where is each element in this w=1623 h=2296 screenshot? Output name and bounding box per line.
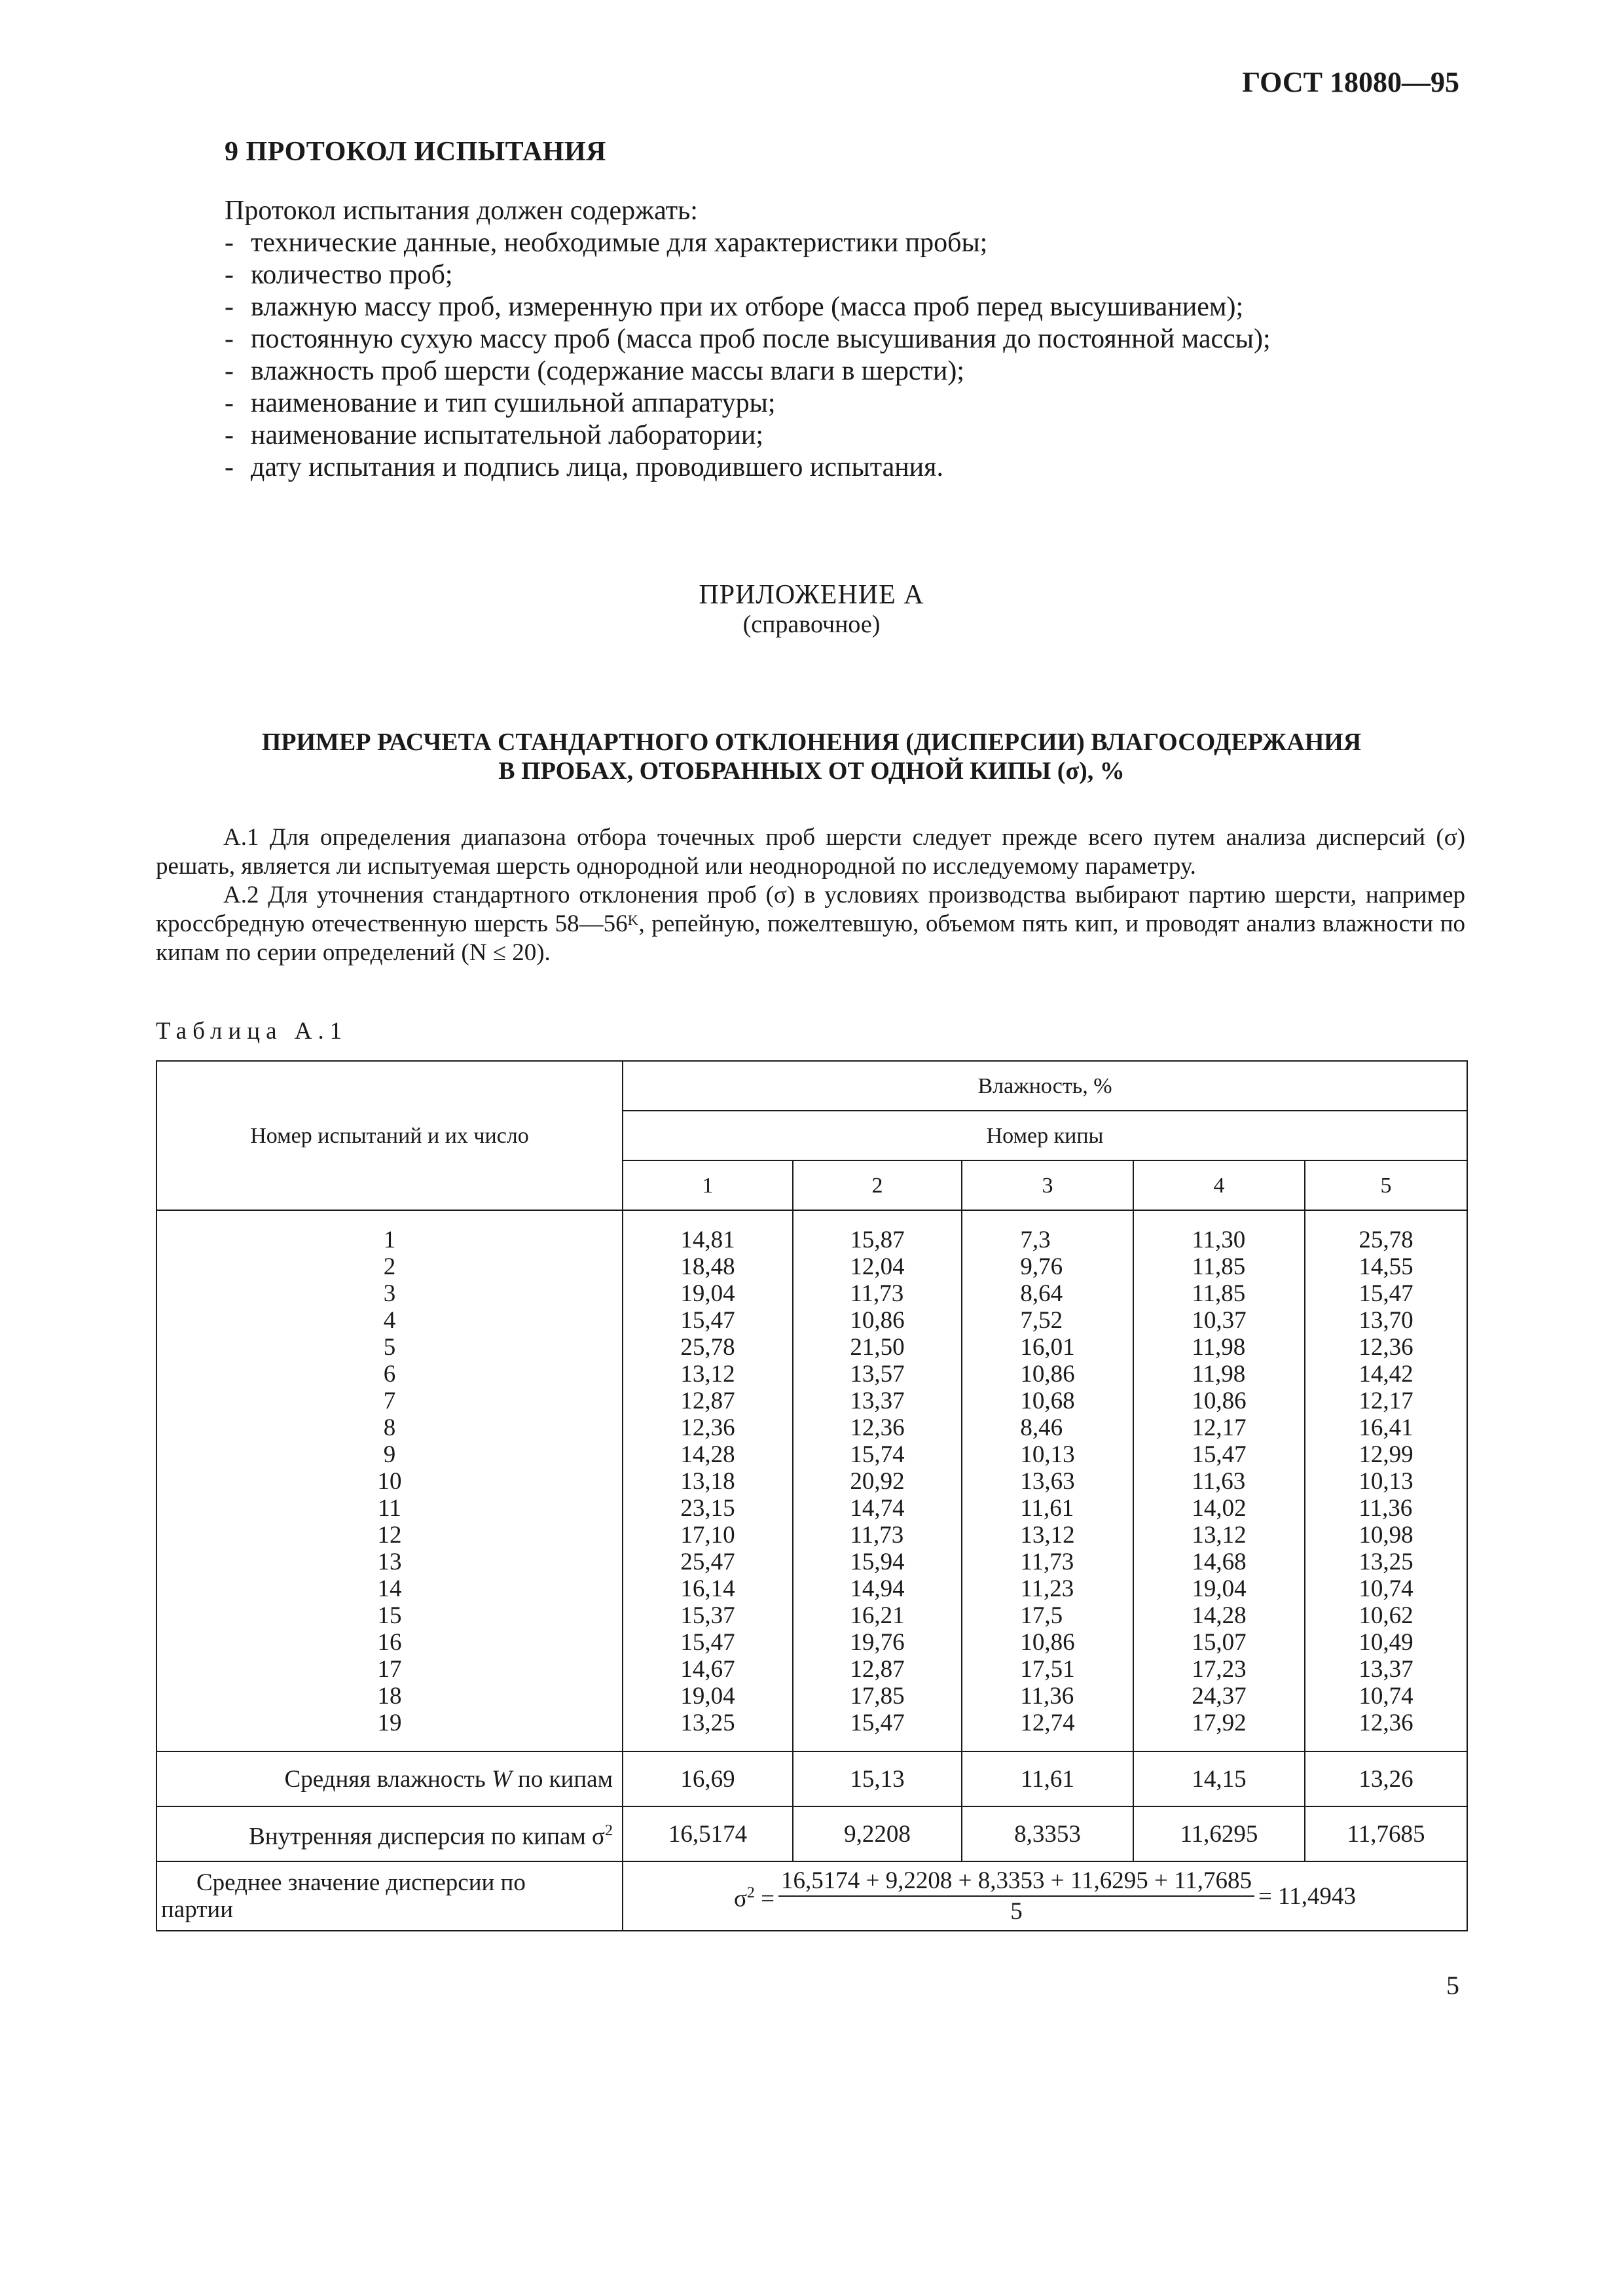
moisture-value: 8,46 <box>1020 1414 1063 1441</box>
moisture-value: 11,98 <box>1192 1361 1246 1388</box>
moisture-value: 9,76 <box>1020 1253 1063 1280</box>
formula-numerator: 16,5174 + 9,2208 + 8,3353 + 11,6295 + 11,7685 <box>778 1867 1254 1897</box>
annex-subtitle: (справочное) <box>742 611 881 638</box>
moisture-value: 10,13 <box>1359 1468 1413 1495</box>
mean-value: 14,15 <box>1133 1751 1305 1806</box>
moisture-value: 25,78 <box>1359 1227 1413 1253</box>
mean-row <box>156 1751 1467 1806</box>
row-numbers <box>157 1227 622 1736</box>
header-bale: Номер кипы <box>623 1111 1467 1160</box>
header-bale-number: 3 <box>962 1160 1133 1210</box>
moisture-value: 11,85 <box>1192 1280 1246 1307</box>
standard-number: ГОСТ 18080—95 <box>1242 66 1459 98</box>
formula-lhs: $\sigma^2$ = <box>733 1884 775 1912</box>
moisture-value: 11,73 <box>1020 1549 1074 1575</box>
moisture-value: 15,47 <box>680 1307 735 1334</box>
moisture-value: 7,52 <box>1020 1307 1063 1334</box>
list-item: - дату испытания и подпись лица, проводившего испытания. <box>225 452 943 482</box>
row-number: 12 <box>377 1522 402 1549</box>
moisture-value: 12,36 <box>1359 1334 1413 1361</box>
row-number: 11 <box>378 1495 401 1522</box>
value-list <box>1192 1227 1246 1736</box>
moisture-value: 13,25 <box>680 1710 735 1736</box>
header-moisture: Влажность, % <box>623 1061 1467 1111</box>
dispersion-label: Внутренняя дисперсия по кипам $\sigma^2$ <box>156 1806 623 1861</box>
dispersion-value: 8,3353 <box>962 1806 1133 1861</box>
moisture-value: 13,70 <box>1359 1307 1413 1334</box>
moisture-value: 16,41 <box>1359 1414 1413 1441</box>
moisture-value: 15,07 <box>1192 1629 1247 1656</box>
moisture-value: 15,47 <box>1359 1280 1413 1307</box>
mean-value: 15,13 <box>793 1751 962 1806</box>
list-item: - наименование испытательной лаборатории; <box>225 420 764 450</box>
row-number: 19 <box>377 1710 402 1736</box>
value-list <box>1020 1227 1074 1736</box>
moisture-value: 10,74 <box>1359 1683 1413 1710</box>
moisture-value: 17,23 <box>1192 1656 1247 1683</box>
header-bale-number: 2 <box>793 1160 962 1210</box>
moisture-table <box>156 1060 1468 1931</box>
row-number: 14 <box>377 1575 402 1602</box>
protocol-list <box>225 195 1468 484</box>
moisture-value: 17,51 <box>1020 1656 1075 1683</box>
moisture-value: 12,36 <box>680 1414 735 1441</box>
row-number: 3 <box>383 1280 396 1307</box>
moisture-value: 15,87 <box>850 1227 905 1253</box>
value-list <box>680 1227 735 1736</box>
moisture-value: 12,36 <box>1359 1710 1413 1736</box>
moisture-value: 11,73 <box>850 1280 904 1307</box>
moisture-value: 11,63 <box>1192 1468 1246 1495</box>
moisture-value: 17,92 <box>1192 1710 1247 1736</box>
moisture-value: 10,86 <box>1020 1629 1075 1656</box>
moisture-value: 24,37 <box>1192 1683 1247 1710</box>
header-bale-number: 4 <box>1133 1160 1305 1210</box>
moisture-value: 15,47 <box>850 1710 905 1736</box>
moisture-value: 11,36 <box>1359 1495 1413 1522</box>
row-number: 8 <box>383 1414 396 1441</box>
moisture-value: 17,10 <box>680 1522 735 1549</box>
dispersion-value: 9,2208 <box>793 1806 962 1861</box>
moisture-value: 16,01 <box>1020 1334 1075 1361</box>
moisture-value: 20,92 <box>850 1468 905 1495</box>
moisture-value: 13,57 <box>850 1361 905 1388</box>
moisture-value: 13,63 <box>1020 1468 1075 1495</box>
moisture-value: 13,25 <box>1359 1549 1413 1575</box>
paragraph-a2: А.2 Для уточнения стандартного отклонения проб (σ) в условиях производства выбирают партию шерсти, например кроссбредную отечественную шерсть 58—56ᴷ, репейную, пожелтевшую, объемом пять кип, и проводят анализ влажности по кипам по серии определений (N ≤ 20). <box>156 882 1465 966</box>
table-label: Таблица А.1 <box>156 1018 348 1045</box>
moisture-value: 16,14 <box>680 1575 735 1602</box>
moisture-value: 14,42 <box>1359 1361 1413 1388</box>
table-header-row <box>156 1061 1467 1111</box>
list-item: - влажную массу проб, измеренную при их отборе (масса проб перед высушиванием); <box>225 292 1244 322</box>
moisture-value: 14,55 <box>1359 1253 1413 1280</box>
paragraph-a1: А.1 Для определения диапазона отбора точечных проб шерсти следует прежде всего путем анализа дисперсий (σ) решать, является ли испытуемая шерсть однородной или неоднородной по исследуемому параметру. <box>156 824 1465 880</box>
moisture-value: 14,67 <box>680 1656 735 1683</box>
formula-result: = 11,4943 <box>1258 1882 1357 1910</box>
moisture-value: 15,37 <box>680 1602 735 1629</box>
dispersion-value: 16,5174 <box>623 1806 793 1861</box>
mean-value: 16,69 <box>623 1751 793 1806</box>
mean-value: 13,26 <box>1305 1751 1467 1806</box>
moisture-value: 10,68 <box>1020 1388 1075 1414</box>
bale-column <box>1305 1210 1467 1751</box>
formula-denominator: 5 <box>1010 1898 1023 1925</box>
moisture-value: 14,94 <box>850 1575 905 1602</box>
row-number: 17 <box>377 1656 402 1683</box>
moisture-value: 13,18 <box>680 1468 735 1495</box>
row-number: 7 <box>383 1388 396 1414</box>
moisture-value: 25,78 <box>680 1334 735 1361</box>
dispersion-row <box>156 1806 1467 1861</box>
row-number: 1 <box>383 1227 396 1253</box>
row-number: 6 <box>383 1361 396 1388</box>
moisture-value: 14,28 <box>680 1441 735 1468</box>
moisture-value: 23,15 <box>680 1495 735 1522</box>
moisture-value: 11,61 <box>1020 1495 1074 1522</box>
protocol-intro: Протокол испытания должен содержать: <box>225 196 698 226</box>
bale-column <box>962 1210 1133 1751</box>
formula-fraction <box>778 1867 1254 1925</box>
moisture-value: 19,76 <box>850 1629 905 1656</box>
mean-value: 11,61 <box>962 1751 1133 1806</box>
moisture-value: 12,17 <box>1359 1388 1413 1414</box>
moisture-value: 12,87 <box>680 1388 735 1414</box>
row-number: 2 <box>383 1253 396 1280</box>
average-dispersion-formula <box>623 1861 1467 1931</box>
moisture-value: 15,74 <box>850 1441 905 1468</box>
moisture-value: 12,17 <box>1192 1414 1247 1441</box>
moisture-value: 19,04 <box>680 1683 735 1710</box>
moisture-value: 10,86 <box>1192 1388 1247 1414</box>
moisture-value: 25,47 <box>680 1549 735 1575</box>
average-dispersion-row <box>156 1861 1467 1931</box>
moisture-value: 14,68 <box>1192 1549 1247 1575</box>
dispersion-value: 11,7685 <box>1305 1806 1467 1861</box>
row-number: 18 <box>377 1683 402 1710</box>
moisture-value: 11,73 <box>850 1522 904 1549</box>
moisture-value: 11,85 <box>1192 1253 1246 1280</box>
moisture-value: 15,47 <box>1192 1441 1247 1468</box>
moisture-value: 14,74 <box>850 1495 905 1522</box>
moisture-value: 11,23 <box>1020 1575 1074 1602</box>
moisture-value: 16,21 <box>850 1602 905 1629</box>
moisture-value: 14,28 <box>1192 1602 1247 1629</box>
row-number: 16 <box>377 1629 402 1656</box>
section-title: 9 ПРОТОКОЛ ИСПЫТАНИЯ <box>225 137 606 167</box>
moisture-value: 10,49 <box>1359 1629 1413 1656</box>
moisture-value: 15,47 <box>680 1629 735 1656</box>
annex-title: ПРИЛОЖЕНИЕ А <box>699 580 924 610</box>
list-item: - постоянную сухую массу проб (масса проб после высушивания до постоянной массы); <box>225 324 1271 354</box>
moisture-value: 12,99 <box>1359 1441 1413 1468</box>
moisture-value: 10,37 <box>1192 1307 1247 1334</box>
annex-heading-line: В ПРОБАХ, ОТОБРАННЫХ ОТ ОДНОЙ КИПЫ (σ), % <box>498 757 1125 785</box>
list-item: - технические данные, необходимые для характеристики пробы; <box>225 228 988 258</box>
moisture-value: 17,85 <box>850 1683 905 1710</box>
row-number: 4 <box>383 1307 396 1334</box>
row-number: 10 <box>377 1468 402 1495</box>
moisture-value: 10,86 <box>1020 1361 1075 1388</box>
annex-heading-line: ПРИМЕР РАСЧЕТА СТАНДАРТНОГО ОТКЛОНЕНИЯ (ДИСПЕРСИИ) ВЛАГОСОДЕРЖАНИЯ <box>261 728 1362 756</box>
moisture-value: 13,12 <box>1192 1522 1247 1549</box>
moisture-value: 12,87 <box>850 1656 905 1683</box>
moisture-value: 12,04 <box>850 1253 905 1280</box>
annex-heading <box>0 728 1623 785</box>
page-number: 5 <box>1446 1971 1459 2000</box>
moisture-value: 13,37 <box>850 1388 905 1414</box>
moisture-value: 17,5 <box>1020 1602 1063 1629</box>
average-dispersion-label: Среднее значение дисперсии по партии <box>156 1861 623 1931</box>
header-tests: Номер испытаний и их число <box>156 1061 623 1210</box>
mean-label: Средняя влажность W по кипам <box>156 1751 623 1806</box>
list-item: - наименование и тип сушильной аппаратуры; <box>225 388 776 418</box>
annex-paragraphs <box>156 823 1465 967</box>
moisture-value: 11,36 <box>1020 1683 1074 1710</box>
row-numbers-cell <box>156 1210 623 1751</box>
moisture-value: 10,74 <box>1359 1575 1413 1602</box>
moisture-value: 11,30 <box>1192 1227 1246 1253</box>
dispersion-value: 11,6295 <box>1133 1806 1305 1861</box>
row-number: 5 <box>383 1334 396 1361</box>
moisture-value: 18,48 <box>680 1253 735 1280</box>
moisture-value: 7,3 <box>1020 1227 1051 1253</box>
moisture-value: 12,36 <box>850 1414 905 1441</box>
moisture-value: 10,62 <box>1359 1602 1413 1629</box>
table-body-row <box>156 1210 1467 1751</box>
row-number: 9 <box>383 1441 396 1468</box>
header-bale-number: 5 <box>1305 1160 1467 1210</box>
list-item: - количество проб; <box>225 260 453 290</box>
bale-column <box>623 1210 793 1751</box>
bale-column <box>1133 1210 1305 1751</box>
row-number: 13 <box>377 1549 402 1575</box>
moisture-value: 10,98 <box>1359 1522 1413 1549</box>
bale-column <box>793 1210 962 1751</box>
moisture-value: 12,74 <box>1020 1710 1075 1736</box>
moisture-value: 21,50 <box>850 1334 905 1361</box>
moisture-value: 8,64 <box>1020 1280 1063 1307</box>
moisture-value: 10,86 <box>850 1307 905 1334</box>
moisture-value: 13,12 <box>1020 1522 1075 1549</box>
value-list <box>1359 1227 1413 1736</box>
moisture-value: 19,04 <box>680 1280 735 1307</box>
moisture-value: 15,94 <box>850 1549 905 1575</box>
moisture-value: 14,81 <box>680 1227 735 1253</box>
moisture-value: 19,04 <box>1192 1575 1247 1602</box>
row-number: 15 <box>377 1602 402 1629</box>
moisture-value: 10,13 <box>1020 1441 1075 1468</box>
moisture-value: 13,37 <box>1359 1656 1413 1683</box>
moisture-value: 11,98 <box>1192 1334 1246 1361</box>
moisture-value: 13,12 <box>680 1361 735 1388</box>
list-item: - влажность проб шерсти (содержание массы влаги в шерсти); <box>225 356 965 386</box>
moisture-value: 14,02 <box>1192 1495 1247 1522</box>
header-bale-number: 1 <box>623 1160 793 1210</box>
value-list <box>850 1227 904 1736</box>
